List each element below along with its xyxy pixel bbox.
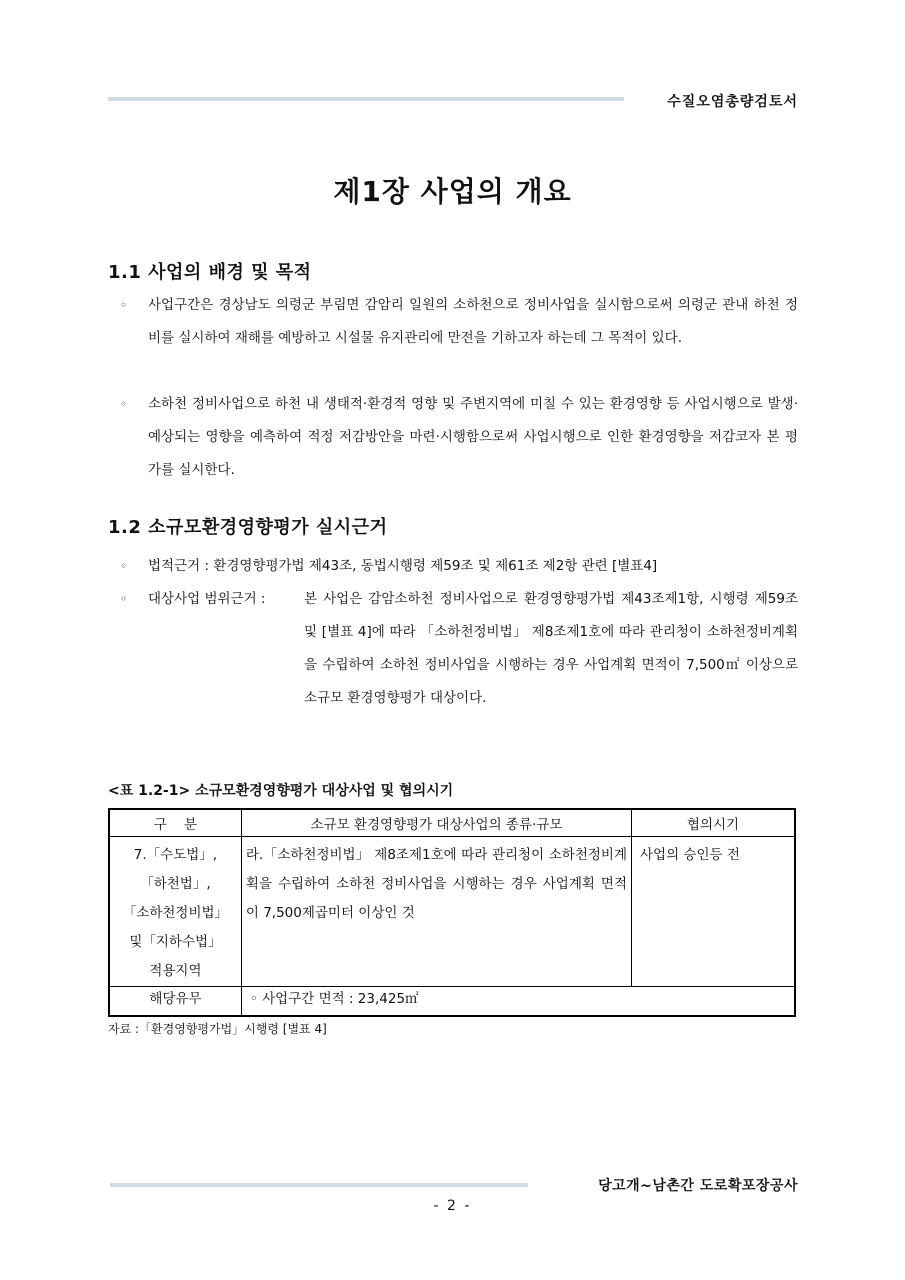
chapter-title: 제1장 사업의 개요 — [333, 175, 572, 208]
law-line: 「소하천정비법」 — [122, 905, 229, 921]
project-title: 당고개~남촌간 도로확포장공사 — [598, 1178, 798, 1194]
law-line: 7.「수도법」, — [133, 847, 218, 863]
scope-basis-label: 대상사업 범위근거 : — [148, 591, 266, 607]
bullet-icon: ◦ — [120, 592, 128, 606]
header-project-type: 소규모 환경영향평가 대상사업의 종류·규모 — [241, 809, 631, 837]
consultation-time-cell: 사업의 승인등 전 — [632, 837, 796, 987]
paragraph-assessment: 소하천 정비사업으로 하천 내 생태적·환경적 영향 및 주변지역에 미칠 수 있는 환경영향 등 사업시행으로 발생·예상되는 영향을 예측하여 적정 저감방안을 마련·시행함으로써 사업시행으로 인한 환경영향을 저감코자 본 평가를 실시한다. — [148, 396, 798, 478]
section-title-1-2: 1.2 소규모환경영향평가 실시근거 — [108, 517, 388, 538]
bullet-icon: ◦ — [120, 559, 128, 573]
applicability-label: 해당유무 — [109, 987, 241, 1017]
header-rule — [108, 97, 624, 101]
assessment-table — [108, 808, 796, 1017]
table-row — [109, 987, 795, 1017]
table-caption: <표 1.2-1> 소규모환경영향평가 대상사업 및 협의시기 — [108, 783, 454, 799]
law-line: 및「지하수법」 — [129, 934, 222, 950]
paragraph-purpose: 사업구간은 경상남도 의령군 부림면 감암리 일원의 소하천으로 정비사업을 실시함으로써 의령군 관내 하천 정비를 실시하여 재해를 예방하고 시설물 유지관리에 만전을 기하고자 하는데 그 목적이 있다. — [148, 297, 798, 346]
table-row — [109, 837, 795, 987]
bullet-icon: ◦ — [120, 298, 128, 312]
applicable-area-cell — [109, 837, 241, 987]
applicability-value: ◦ 사업구간 면적 : 23,425㎡ — [241, 987, 795, 1017]
page-number: - 2 - — [433, 1198, 472, 1214]
header-consultation-time: 협의시기 — [632, 809, 796, 837]
table-header-row — [109, 809, 795, 837]
law-line: 「하천법」, — [140, 876, 211, 892]
document-title: 수질오염총량검토서 — [667, 94, 798, 110]
project-description-cell: 라.「소하천정비법」 제8조제1호에 따라 관리청이 소하천정비계획을 수립하여 소하천 정비사업을 시행하는 경우 사업계획 면적이 7,500제곱미터 이상인 것 — [241, 837, 631, 987]
source-note: 자료 :「환경영향평가법」시행령 [별표 4] — [108, 1022, 327, 1036]
bullet-icon: ◦ — [120, 397, 128, 411]
legal-basis: 법적근거 : 환경영향평가법 제43조, 동법시행령 제59조 및 제61조 제2항 관련 [별표4] — [148, 558, 658, 574]
header-category: 구 분 — [109, 809, 241, 837]
footer-rule — [110, 1183, 528, 1187]
section-title-1-1: 1.1 사업의 배경 및 목적 — [108, 262, 312, 283]
scope-basis-text: 본 사업은 감암소하천 정비사업으로 환경영향평가법 제43조제1항, 시행령 제59조 및 [별표 4]에 따라 「소하천정비법」 제8조제1호에 따라 관리청이 소하천정비계획을 수립하여 소하천 정비사업을 시행하는 경우 사업계획 면적이 7,500㎡ 이상으로 소규모 환경영향평가 대상이다. — [304, 591, 798, 706]
law-line: 적용지역 — [149, 963, 202, 979]
